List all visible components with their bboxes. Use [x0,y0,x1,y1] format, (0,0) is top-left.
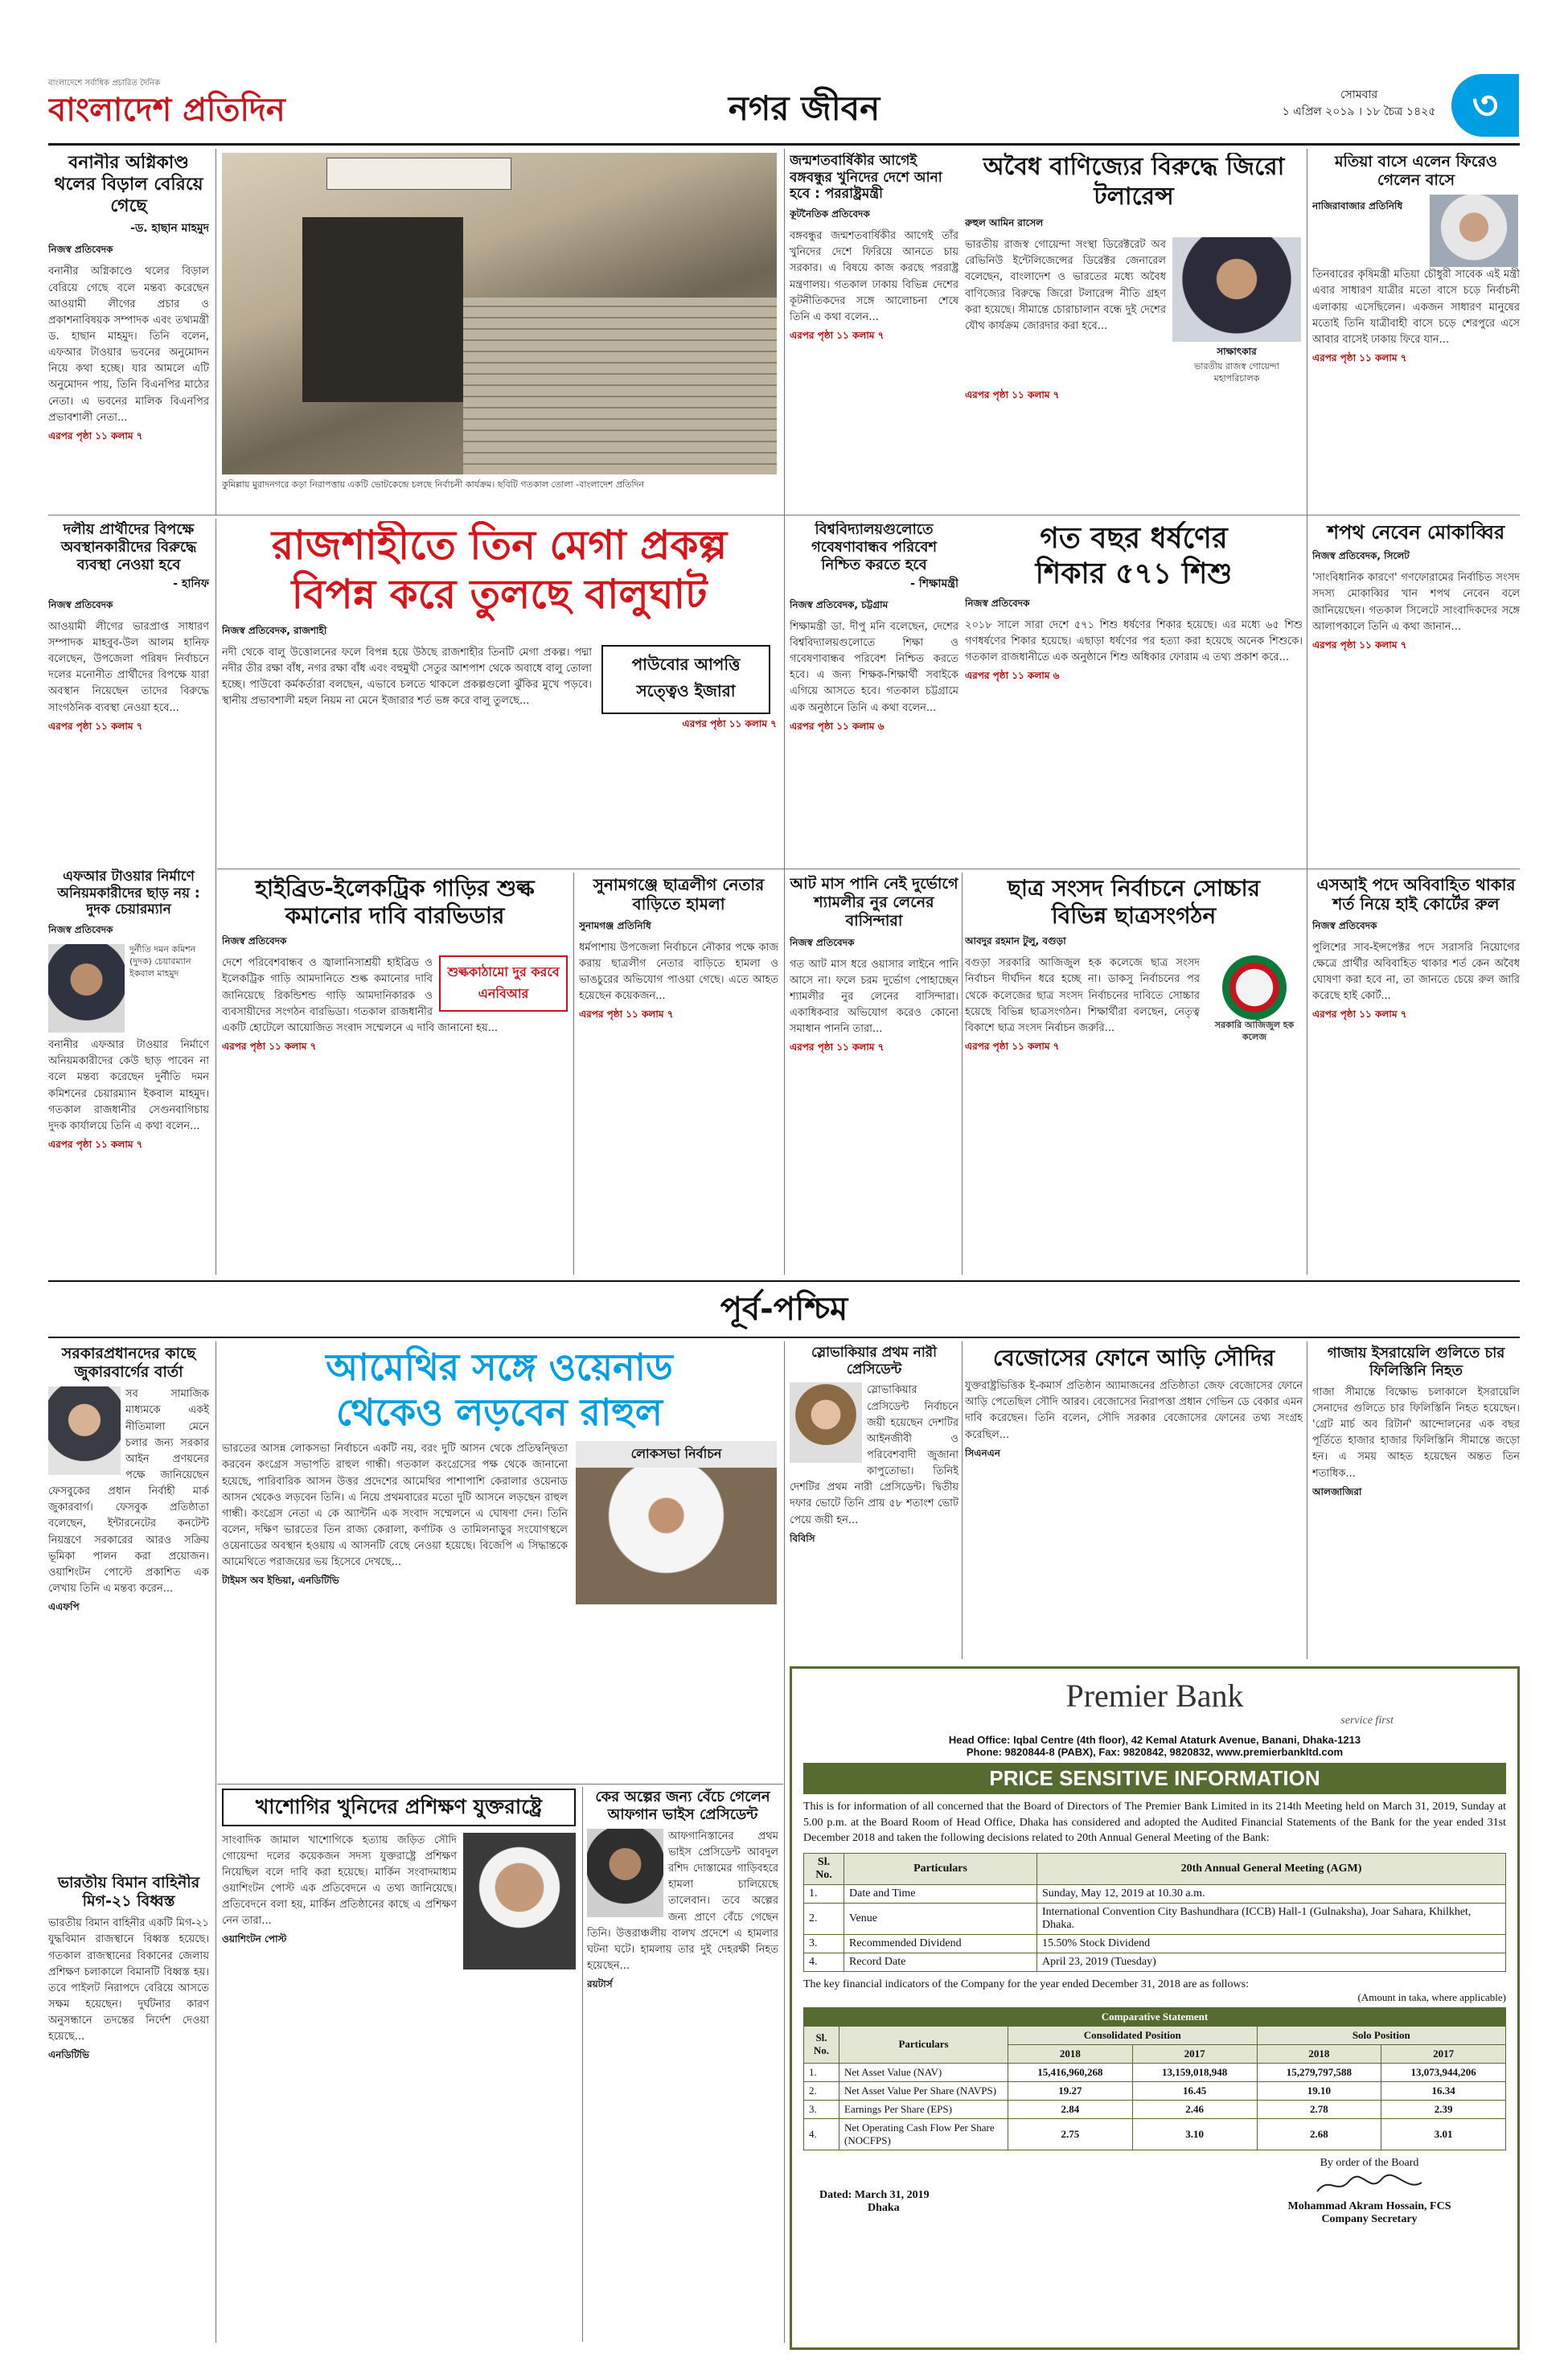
source: সিএনএন [965,1447,1000,1459]
callout-box [601,645,770,714]
portrait-photo[interactable] [463,1833,576,1969]
article-body: আওয়ামী লীগের ভারপ্রাপ্ত সাধারণ সম্পাদক মাহবুব-উল আলম হানিফ বলেছেন, উপজেলা পরিষদ নির্বাচনে দলের মনোনীত প্রার্থীদের বিপক্ষে যারা অবস্থান নিয়েছেন তাদের বিরুদ্ধে সাংগঠনিক ব্যবস্থা নেওয়া হবে... [48,620,209,714]
lead-photo-block [222,153,777,507]
story-student-union [965,875,1303,1269]
column-divider [962,873,963,1275]
row-divider [217,1784,783,1785]
byline: নিজস্ব প্রতিবেদক [48,244,113,256]
headline-line-1[interactable]: গত বছর ধর্ষণের [1040,522,1228,555]
bank-tagline: service first [1340,1715,1394,1727]
table-cell: International Convention City Bashundhara (ICCB) Hall-1 (Gulnaksha), Joar Sahara, Khilkhet, Dhaka. [1037,1903,1506,1934]
table-cell: 3.10 [1132,2118,1257,2150]
photo-caption: কুমিল্লায় মুরাদনগরে কড়া নিরাপত্তায় একটি ভোটকেন্দ্রে চলছে নির্বাচনী কার্যক্রম। ছবিটি গতকাল তোলা -বাংলাদেশ প্রতিদিন [222,479,644,490]
headline[interactable]: শপথ নেবেন মোকাব্বির [1327,521,1505,544]
article-body: স্লোভাকিয়ার প্রেসিডেন্ট নির্বাচনে জয়ী হয়েছেন দেশটির আইনজীবী ও পরিবেশবাদী জুজানা কাপুতোভা। তিনিই দেশটির প্রথম নারী প্রেসিডেন্ট। দ্বিতীয় দফার ভোটে তিনি প্রায় ৫৮ শতাংশ ভোট পেয়ে জয়ী হন... [790,1384,958,1526]
table-cell: 13,073,944,206 [1381,2063,1506,2081]
table-cell: Recommended Dividend [844,1934,1037,1953]
fin-unit: (Amount in taka, where applicable) [1357,1990,1506,2003]
column-divider [582,1787,583,2342]
table-cell: 3. [804,1934,844,1953]
section-title: নগর জীবন [728,88,880,128]
continuation[interactable]: এরপর পৃষ্ঠা ১১ কলাম ৭ [1312,639,1407,651]
byline: নিজস্ব প্রতিবেদক [48,598,113,610]
continuation[interactable]: এরপর পৃষ্ঠা ১১ কলাম ৭ [682,718,777,729]
story-slovakia [790,1345,958,1658]
table-cell: 2.84 [1008,2100,1133,2118]
fin-intro: The key financial indicators of the Company for the year ended December 31, 2018 are as follows: [803,1978,1249,1990]
headline-line-1[interactable]: রাজশাহীতে তিন মেগা প্রকল্প [271,522,728,569]
article-body: ভারতীয় রাজস্ব গোয়েন্দা সংস্থা ডিরেক্টরেট অব রেভিনিউ ইন্টেলিজেন্সের ডিরেক্টর জেনারেল বলেছেন, বাংলাদেশ ও ভারতের মধ্যে অবৈধ বাণিজ্যের বিরুদ্ধে জিরো টলারেন্স নীতি গ্রহণ করা হয়েছে। সীমান্তে চোরাচালান বন্ধে দুই দেশের যৌথ কার্যক্রম জোরদার করা হবে... [965,239,1166,332]
continuation[interactable]: এরপর পৃষ্ঠা ১১ কলাম ৭ [965,388,1060,400]
headline[interactable]: এফআর টাওয়ার নির্মাণে অনিয়মকারীদের ছাড় নয় : দুদক চেয়ারম্যান [57,869,200,918]
weekday: সোমবার [1340,88,1378,101]
table-row [804,2081,1506,2100]
table-cell: 16.34 [1381,2081,1506,2100]
logo-text: বাংলাদেশ প্রতিদিন [48,92,285,129]
dated-block [819,2189,930,2215]
story-afghan [587,1789,778,2343]
byline: আবদুর রহমান টুলু, বগুড়া [965,935,1066,947]
article-body: সাংবাদিক জামাল খাশোগিকে হত্যায় জড়িত সৌদি গোয়েন্দা দলের কয়েকজন সদস্য যুক্তরাষ্ট্রে প্রশিক্ষণ নিয়েছিল বলে দাবি করা হয়েছে। মার্কিন সংবাদমাধ্যম ওয়াশিংটন পোস্ট এক প্রতিবেদনে এ তথ্য জানিয়েছে। প্রতিবেদনে বলা হয়, মার্কিন প্রতিষ্ঠানের কাছে এ প্রশিক্ষণ নেন তারা... [222,1834,457,1928]
byline: রুহুল আমিন রাসেল [965,217,1044,229]
section-rule [48,1280,1520,1282]
column-divider [962,1341,963,1659]
comp-title: Comparative Statement [804,2007,1506,2026]
byline: নিজস্ব প্রতিবেদক, রাজশাহী [222,625,327,636]
story-university [790,521,958,859]
year-cell: 2018 [1257,2044,1381,2063]
story-hybrid [222,875,568,1269]
continuation[interactable]: এরপর পৃষ্ঠা ১১ কলাম ৬ [790,720,885,732]
rally-photo[interactable] [576,1468,777,1604]
table-cell: Record Date [844,1953,1037,1971]
table-cell: 4. [804,2118,839,2150]
headline-line-1[interactable]: ছাত্র সংসদ নির্বাচনে সোচ্চার [1007,875,1261,902]
quote-attribution: -ড. হাছান মাহমুদ [130,222,209,236]
table-cell: Earnings Per Share (EPS) [839,2100,1008,2118]
headline[interactable]: সরকারপ্রধানদের কাছে জুকারবার্গের বার্তা [61,1345,196,1382]
polling-centre-photo[interactable] [222,153,777,474]
column-divider [215,1341,216,2343]
table-cell: 2. [804,2081,839,2100]
article-body: বনানীর অগ্নিকাণ্ডে থলের বিড়াল বেরিয়ে গেছে বলে মন্তব্য করেছেন আওয়ামী লীগের প্রচার ও প্রকাশনাবিষয়ক সম্পাদক এবং তথ্যমন্ত্রী ড. হাছান মাহমুদ। তিনি বলেন, এফআর টাওয়ার ভবনের অনুমোদন নিয়ে কথা হচ্ছে। যার আমলে এটি অনুমোদন পায়, তিনি বিএনপির মাঠের নেতা। এ ভবনের মালিক বিএনপির প্রভাবশালী নেতা... [48,265,209,424]
byline: নিজস্ব প্রতিবেদক [48,924,113,936]
story-rajshahi [222,521,777,867]
table-cell: 19.27 [1008,2081,1133,2100]
date: ১ এপ্রিল ২০১৯ । ১৮ চৈত্র ১৪২৫ [1282,105,1436,118]
fin-header-cell: Solo Position [1257,2026,1506,2044]
column-divider [215,149,216,515]
table-cell: Net Asset Value (NAV) [839,2063,1008,2081]
article-body: বগুড়া সরকারি আজিজুল হক কলেজে ছাত্র সংসদ নির্বাচন দীর্ঘদিন ধরে হচ্ছে না। ডাকসু নির্বাচনের পর থেকে কলেজের ছাত্র সংসদ নির্বাচনের দাবিতে সোচ্চার হয়েছে বিভিন্ন ছাত্রসংগঠন। শিক্ষার্থীরা বলছেন, নেতৃত্ব বিকাশে ছাত্র সংসদ নির্বাচন জরুরি... [965,957,1200,1034]
headline-line-1[interactable]: হাইব্রিড-ইলেকট্রিক গাড়ির শুল্ক [255,875,535,902]
headline[interactable]: বিশ্ববিদ্যালয়গুলোতে গবেষণাবান্ধব পরিবেশ নিশ্চিত করতে হবে [811,521,938,573]
article-body: বঙ্গবন্ধুর জন্মশতবার্ষিকীর আগেই তাঁর খুনিদের দেশে ফিরিয়ে আনতে চায় সরকার। এ বিষয়ে কাজ করছে পররাষ্ট্র মন্ত্রণালয়। গতকাল ঢাকায় বিভিন্ন দেশের কূটনীতিকদের সঙ্গে আলোচনা শেষে তিনি এ কথা বলেন... [790,230,958,323]
continuation[interactable]: এরপর পৃষ্ঠা ১১ কলাম ৭ [790,1041,885,1054]
issue-date [1270,87,1447,121]
section-rule [48,1337,1520,1338]
bank-name[interactable]: Premier Bank [1065,1678,1244,1714]
table-row [804,1953,1506,1971]
continuation[interactable]: এরপর পৃষ্ঠা ১১ কলাম ৭ [48,429,143,442]
article-body: দেশে পরিবেশবান্ধব ও জ্বালানিসাশ্রয়ী হাইব্রিড ও ইলেকট্রিক গাড়ি আমদানিতে শুল্ক কমানোর দাবি জানিয়েছে রিকন্ডিশন্ড গাড়ি আমদানিকারক ও ব্যবসায়ীদের সংগঠন বারভিডা। গতকাল রাজধানীর একটি হোটেলে আয়োজিত সংবাদ সম্মেলনে এ দাবি জানানো হয়... [222,957,499,1034]
story-banani [48,153,209,507]
continuation[interactable]: এরপর পৃষ্ঠা ১১ কলাম ৭ [579,1008,674,1021]
column-divider [784,149,785,1275]
table-cell: 15.50% Stock Dividend [1037,1934,1506,1953]
continuation[interactable]: এরপর পৃষ্ঠা ১১ কলাম ৭ [790,330,885,342]
agm-table [803,1853,1506,1972]
column-divider [215,519,216,1275]
headline[interactable]: ভারতীয় বিমান বাহিনীর মিগ-২১ বিধ্বস্ত [57,1874,200,1911]
story-oath [1312,521,1520,859]
designation: Company Secretary [1321,2212,1418,2225]
headline[interactable]: খাশোগির খুনিদের প্রশিক্ষণ যুক্তরাষ্ট্রে [255,1795,543,1818]
source: এনডিটিভি [48,2049,89,2061]
ad-title-bar [803,1763,1506,1794]
byline: কূটনৈতিক প্রতিবেদক [790,208,870,220]
table-cell: 3. [804,2100,839,2118]
portrait-photo[interactable] [1430,195,1518,267]
table-cell: 15,279,797,588 [1257,2063,1381,2081]
headline[interactable]: এসআই পদে অবিবাহিত থাকার শর্ত নিয়ে হাই কোর্টের রুল [1316,875,1516,914]
section-title: পূর্ব-পশ্চিম [720,1291,848,1328]
article-body: যুক্তরাষ্ট্রভিত্তিক ই-কমার্স প্রতিষ্ঠান অ্যামাজনের প্রতিষ্ঠাতা জেফ বেজোসের ফোনে আড়ি পেতেছিল সৌদি আরব। বেজোসের নিরাপত্তা প্রধান গেভিন ডে বেকার এমন দাবি করেছেন। তিনি বলেন, সৌদি সরকার বেজোসের ফোনের তথ্য সংগ্রহ করেছিল... [965,1380,1303,1441]
logo-caption: সরকারি আজিজুল হক কলেজ [1214,1020,1295,1043]
headline[interactable]: মতিয়া বাসে এলেন ফিরেও গেলেন বাসে [1334,153,1498,190]
continuation[interactable]: এরপর পৃষ্ঠা ১১ কলাম ৭ [1312,1008,1407,1021]
fin-title-row [804,2007,1506,2026]
table-cell: Sunday, May 12, 2019 at 10.30 a.m. [1037,1884,1506,1903]
portrait-photo[interactable] [48,1386,121,1475]
headline-line-2[interactable]: থেকেও লড়বেন রাহুল [336,1390,663,1435]
headline[interactable]: স্লোভাকিয়ার প্রথম নারী প্রেসিডেন্ট [811,1345,937,1378]
table-cell: Date and Time [844,1884,1037,1903]
ad-header [803,1677,1506,1727]
election-photo-box [576,1441,777,1604]
college-logo-box [1206,955,1303,1044]
fin-header-cell: Sl. No. [804,2026,839,2063]
headline[interactable]: জন্মশতবার্ষিকীর আগেই বঙ্গবন্ধুর খুনিদের দেশে আনা হবে : পররাষ্ট্রমন্ত্রী [790,153,942,203]
year-cell: 2018 [1008,2044,1133,2063]
doorway [302,217,463,402]
headline[interactable]: সুনামগঞ্জে ছাত্রলীগ নেতার বাড়িতে হামলা [593,875,765,914]
headline-line-1[interactable]: আমেথির সঙ্গে ওয়েনাড [326,1345,673,1389]
story-fr-tower [48,869,209,1271]
byline: নিজস্ব প্রতিবেদক [965,597,1030,609]
quote-attribution: - হানিফ [173,577,209,590]
article-body: বনানীর এফআর টাওয়ার নির্মাণে অনিয়মকারীদের কেউ ছাড় পাবেন না বলে মন্তব্য করেছেন দুর্নীতি দমন কমিশনের চেয়ারম্যান ইকবাল মাহমুদ। গতকাল রাজধানীর সেগুনবাগিচায় দুদক কার্যালয়ে তিনি এ কথা বলেন... [48,1039,209,1132]
masthead [48,71,1520,142]
continuation[interactable]: এরপর পৃষ্ঠা ১১ কলাম ৬ [965,670,1060,682]
page-number: ৩ [1472,82,1499,129]
article-body: আফগানিস্তানের প্রথম ভাইস প্রেসিডেন্ট আবদুল রশিদ দোস্তামের গাড়িবহরে হামলা চালিয়েছে তালেবান। তবে অল্পের জন্য প্রাণে বেঁচে গেছেন তিনি। উত্তরাঞ্চলীয় বালখ প্রদেশে এ হামলার ঘটনা ঘটে। হামলায় তার দুই দেহরক্ষী নিহত হয়েছেন... [587,1830,778,1973]
story-motia [1312,153,1520,507]
photo-caption: দুর্নীতি দমন কমিশন (দুদক) চেয়ারম্যান ইকবাল মাহমুদ [129,944,196,979]
article-body: সব সামাজিক মাধ্যমকে একই নীতিমালা মেনে চলার জন্য সরকার আইন প্রণয়নের পক্ষে জানিয়েছেন ফেসবুকের প্রধান নির্বাহী মার্ক জুকারবার্গ। ফেসবুক প্রতিষ্ঠাতা বলেছেন, ইন্টারনেটের কনটেন্ট নিয়ন্ত্রণে সরকারের আরও সক্রিয় ভূমিকা পালন করা প্রয়োজন। ওয়াশিংটন পোস্টে প্রকাশিত এক লেখায় তিনি এ মন্তব্য করেন... [48,1388,209,1596]
source: আলজাজিরা [1312,1485,1362,1497]
continuation[interactable]: এরপর পৃষ্ঠা ১১ কলাম ৭ [965,1041,1060,1053]
byline: নিজস্ব প্রতিবেদক [222,935,287,947]
signatory: Mohammad Akram Hossain, FCS [1287,2199,1451,2212]
source: টাইমস অব ইন্ডিয়া, এনডিটিভি [222,1575,339,1587]
table-cell: 2.68 [1257,2118,1381,2150]
page-number-badge [1451,74,1519,137]
headline[interactable]: বনানীর অগ্নিকাণ্ড থলের বিড়াল বেরিয়ে গেছে [54,153,203,216]
story-water [790,875,958,1269]
story-bezos [965,1345,1303,1658]
story-sunamganj [579,875,778,1269]
article-body: গাজা সীমান্তে বিক্ষোভ চলাকালে ইসরায়েলি সেনাদের গুলিতে চার ফিলিস্তিনি নিহত হয়েছেন। 'গ্রেট মার্চ অব রিটার্ন' আন্দোলনের এক বছর পূর্তিতে হাজার হাজার ফিলিস্তিনি সীমান্তে জড়ো হন। এ সময় আহত হয়েছেন অন্তত তিন শতাধিক... [1312,1386,1520,1480]
table-cell: Net Asset Value Per Share (NAVPS) [839,2081,1008,2100]
table-row [804,2100,1506,2118]
premier-bank-ad [790,1666,1520,2350]
newspaper-logo[interactable] [48,77,338,133]
agm-header-row [804,1853,1506,1884]
headline[interactable]: আট মাস পানি নেই দুর্ভোগে শ্যামলীর নুর লেনের বাসিন্দারা [790,875,958,930]
table-cell: April 23, 2019 (Tuesday) [1037,1953,1506,1971]
agm-header-cell: Sl. No. [804,1853,844,1884]
table-cell: 16.45 [1132,2081,1257,2100]
table-row [804,1934,1506,1953]
byline: নিজস্ব প্রতিবেদক [1312,919,1377,931]
interview-label: সাক্ষাৎকার [1217,346,1257,358]
article-body: ভারতীয় বিমান বাহিনীর একটি মিগ-২১ যুদ্ধবিমান রাজস্থানে বিধ্বস্ত হয়েছে। গতকাল রাজস্থানের বিকানের জেলায় প্রশিক্ষণ চলাকালে বিমানটি বিধ্বস্ত হয়। তবে পাইলট নিরাপদে বেরিয়ে আসতে সক্ষম হয়েছেন। দুর্ঘটনার কারণ অনুসন্ধানে তদন্তের নির্দেশ দেওয়া হয়েছে... [48,1917,209,2043]
article-body: 'সাংবিধানিক কারণে' গণফোরামের নির্বাচিত সংসদ সদস্য মোকাব্বির খান শপথ নেবেন বলে জানিয়েছেন। গতকাল সিলেটে সাংবাদিকদের সঙ্গে আলাপকালে তিনি এ কথা জানান... [1312,572,1520,633]
byline: নাজিরাবাজার প্রতিনিধি [1312,200,1403,212]
article-body: ভারতের আসন্ন লোকসভা নির্বাচনে একটি নয়, বরং দুটি আসন থেকে প্রতিদ্বন্দ্বিতা করবেন কংগ্রেস সভাপতি রাহুল গান্ধী। গতকাল কংগ্রেসের পক্ষ থেকে জানানো হয়েছে, পারিবারিক আসন উত্তর প্রদেশের আমেথির পাশাপাশি কেরালার ওয়েনাড আসন থেকেও লড়বেন তিনি। এ নিয়ে প্রথমবারের মতো দুটি আসনে লড়ছেন রাহুল গান্ধী। কংগ্রেস নেতা এ কে অ্যান্টনি এক সংবাদ সম্মেলনে এ ঘোষণা দেন। তিনি বলেন, দক্ষিণ ভারতের তিন রাজ্য কেরালা, কর্ণাটক ও তামিলনাড়ুর সংযোগস্থলে ওয়েনাডের অবস্থান হওয়ায় এ আসনটি বেছে নেওয়া হয়েছে। বিজেপি এ সিদ্ধান্তকে আমেথিতে পরাজয়ের ভয় হিসেবে দেখছে... [222,1443,568,1569]
story-trade [965,153,1303,507]
masthead-rule [48,143,1520,146]
article-body: ধর্মপাশায় উপজেলা নির্বাচনে নৌকার পক্ষে কাজ করায় ছাত্রলীগ নেতার বাড়িতে হামলা ও ভাঙচুরের অভিযোগ পাওয়া গেছে। এতে আহত হয়েছেন কয়েকজন... [579,941,778,1003]
table-row [804,2118,1506,2150]
ad-title: PRICE SENSITIVE INFORMATION [989,1766,1320,1790]
callout-text: পাউবোর আপত্তি সত্ত্বেও ইজারা [631,655,741,700]
story-gaza [1312,1345,1520,1658]
portrait-photo[interactable] [790,1382,862,1463]
table-cell: 13,159,018,948 [1132,2063,1257,2081]
year-cell: 2017 [1381,2044,1506,2063]
callout-box [439,955,568,1012]
banner-text: লোকসভা নির্বাচন [630,1446,722,1462]
table-row [804,1884,1506,1903]
article-body: পুলিশের সাব-ইন্সপেক্টর পদে সরাসরি নিয়োগের ক্ষেত্রে প্রার্থীর অবিবাহিত থাকার শর্ত কেন অবৈধ ঘোষণা করা হবে না, তা জানতে চেয়ে রুল জারি করেছে হাই কোর্ট... [1312,941,1520,1003]
fin-group-row [804,2026,1506,2044]
headline[interactable]: বেজোসের ফোনে আড়ি সৌদির [992,1345,1275,1371]
dated: Dated: March 31, 2019 [819,2188,930,2201]
article-body: শিক্ষামন্ত্রী ডা. দীপু মনি বলেছেন, দেশের বিশ্ববিদ্যালয়গুলোতে শিক্ষা ও গবেষণাবান্ধব পরিবেশ নিশ্চিত করতে হবে। এ জন্য শিক্ষক-শিক্ষার্থী সবাইকে এগিয়ে আসতে হবে। গতকাল চট্টগ্রামে এক অনুষ্ঠানে তিনি এ কথা বলেন... [790,620,958,714]
table-cell: 2.75 [1008,2118,1133,2150]
portrait-photo[interactable] [587,1829,663,1917]
column-divider [573,873,574,1275]
fin-header-cell: Consolidated Position [1008,2026,1258,2044]
table-row [804,1903,1506,1934]
continuation[interactable]: এরপর পৃষ্ঠা ১১ কলাম ৭ [222,1041,317,1053]
table-cell: 3.01 [1381,2118,1506,2150]
headline-line-2[interactable]: কমানোর দাবি বারভিডার [285,902,505,930]
signature-mark [1313,2171,1426,2199]
table-cell: 2.46 [1132,2100,1257,2118]
interview-caption: ভারতীয় রাজস্ব গোয়েন্দা মহাপরিচালক [1194,361,1279,384]
building-sign [326,158,511,190]
table-cell: 2. [804,1903,844,1934]
table-cell: 1. [804,1884,844,1903]
signature-block [1249,2157,1490,2226]
by-order: By order of the Board [1320,2156,1419,2169]
story-khudi [790,153,958,507]
headline-line-2[interactable]: শিকার ৫৭১ শিশু [1035,557,1233,590]
stairs [463,298,777,474]
article-body: তিনবারের কৃষিমন্ত্রী মতিয়া চৌধুরী সাবেক এই মন্ত্রী এবার সাধারণ যাত্রীর মতো বাসে চড়ে নির্বাচনী এলাকায় এসেছিলেন। একজন সাধারণ মানুষের মতোই তিনি যাত্রীবাহী বাসে চড়ে শেরপুরে এসে আবার বাসেই ঢাকায় ফিরে যান... [1312,269,1520,346]
byline: নিজস্ব প্রতিবেদক [790,936,855,948]
bank-contact: Phone: 9820844-8 (PABX), Fax: 9820842, 9820832, www.premierbankltd.com [966,1746,1344,1758]
story-mig21 [48,1874,209,2348]
quote-attribution: - শিক্ষামন্ত্রী [910,577,958,590]
byline: নিজস্ব প্রতিবেদক, সিলেট [1312,550,1410,562]
fin-header-cell: Particulars [839,2026,1008,2063]
continuation[interactable]: এরপর পৃষ্ঠা ১১ কলাম ৭ [1312,352,1407,364]
logo-tagline: বাংলাদেশে সর্বাধিক প্রচারিত দৈনিক [48,79,161,88]
financial-table [803,2007,1506,2150]
article-body: ২০১৮ সালে সারা দেশে ৫৭১ শিশু ধর্ষণের শিকার হয়েছে। এর মধ্যে ৬৫ শিশু গণধর্ষণের শিকার হয়েছে। এছাড়া ধর্ষণের পর হত্যা করা হয়েছে অনেক শিশুকে। গতকাল রাজধানীতে এক অনুষ্ঠানে শিশু অধিকার ফোরাম এ তথ্য প্রকাশ করে... [965,618,1303,664]
continuation[interactable]: এরপর পৃষ্ঠা ১১ কলাম ৭ [48,1139,143,1151]
portrait-photo[interactable] [1172,237,1301,342]
portrait-photo[interactable] [48,944,125,1033]
election-banner [576,1441,777,1468]
table-cell: 2.78 [1257,2100,1381,2118]
story-rahul [222,1345,777,1779]
callout-text: শুল্ককাঠামো দুর করবে এনবিআর [447,964,560,1002]
article-body: নদী থেকে বালু উত্তোলনের ফলে বিপন্ন হয়ে উঠছে রাজশাহীর তিনটি মেগা প্রকল্প। পদ্মা নদীর তীর রক্ষা বাঁধ, নগর রক্ষা বাঁধ এবং বহুমুখী সেতুর আশপাশ থেকে অবাধে বালু তোলা হচ্ছে। পাউবো কর্মকর্তারা বলছেন, এভাবে চলতে থাকলে প্রকল্পগুলো ঝুঁকির মুখে পড়বে। স্থানীয় প্রভাবশালী মহল নিয়ম না মেনে ইজারার শর্ত ভঙ্গ করে বালু তুলছে... [222,647,592,708]
story-candidates [48,521,209,859]
headline[interactable]: অবৈধ বাণিজ্যের বিরুদ্ধে জিরো টলারেন্স [983,153,1285,211]
column-divider [784,1341,785,2343]
headline[interactable]: গাজায় ইসরায়েলি গুলিতে চার ফিলিস্তিনি নিহত [1327,1345,1505,1379]
article-body: গত আট মাস ধরে ওয়াসার লাইনে পানি আসে না। ফলে চরম দুর্ভোগ পোহাচ্ছেন শ্যামলীর নুর লেনের বাসিন্দারা। একাধিকবার অভিযোগ করেও কোনো সমাধান পাননি তারা... [790,958,958,1036]
story-khashoggi [222,1789,576,2343]
source: এএফপি [48,1601,80,1613]
source: বিবিসি [790,1532,815,1544]
story-zuckerberg [48,1345,209,1867]
headline-box [222,1789,576,1826]
agm-header-cell: Particulars [844,1853,1037,1884]
headline[interactable]: দলীয় প্রার্থীদের বিপক্ষে অবস্থানকারীদের বিরুদ্ধে ব্যবস্থা নেওয়া হবে [60,521,197,573]
table-cell: Net Operating Cash Flow Per Share (NOCFPS) [839,2118,1008,2150]
table-cell: 19.10 [1257,2081,1381,2100]
headline-line-2[interactable]: বিভিন্ন ছাত্রসংগঠন [1051,902,1217,930]
table-row [804,2063,1506,2081]
section-header [48,1284,1520,1335]
table-cell: 4. [804,1953,844,1971]
headline-line-2[interactable]: বিপন্ন করে তুলছে বালুঘাট [291,571,708,618]
table-cell: 2.39 [1381,2100,1506,2118]
continuation[interactable]: এরপর পৃষ্ঠা ১১ কলাম ৭ [48,720,143,732]
year-cell: 2017 [1132,2044,1257,2063]
ad-intro: This is for information of all concerned that the Board of Directors of The Premier Bank Limited in its 214th Meeting held on March 31, 2019, Sunday at 5.00 p.m. at the Board Room of Head Office, Dhaka has considered and adopted the Audited Financial Statements of the Bank for the year ended 31st December 2018 and taken the following decisions related to 20th Annual General Meeting of the Bank: [803,1801,1506,1845]
bank-address: Head Office: Iqbal Centre (4th floor), 42 Kemal Ataturk Avenue, Banani, Dhaka-1213 [948,1734,1361,1746]
source: রয়টার্স [587,1978,613,1990]
college-logo-icon [1222,955,1287,1020]
source: ওয়াশিংটন পোস্ট [222,1933,287,1945]
byline: সুনামগঞ্জ প্রতিনিধি [579,919,651,931]
headline[interactable]: কের অল্পের জন্য বেঁচে গেলেন আফগান ভাইস প্রেসিডেন্ট [595,1789,770,1823]
story-rape [965,521,1303,859]
table-cell: Venue [844,1903,1037,1934]
story-hc-rule [1312,875,1520,1269]
table-cell: 1. [804,2063,839,2081]
place: Dhaka [868,2201,900,2214]
agm-header-cell: 20th Annual General Meeting (AGM) [1037,1853,1506,1884]
table-cell: 15,416,960,268 [1008,2063,1133,2081]
byline: নিজস্ব প্রতিবেদক, চট্টগ্রাম [790,598,889,610]
ad-footer [803,2157,1506,2245]
interview-box [1172,237,1301,385]
